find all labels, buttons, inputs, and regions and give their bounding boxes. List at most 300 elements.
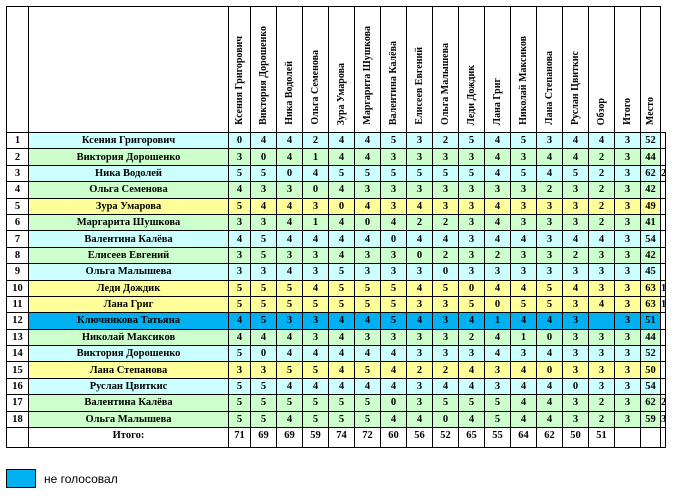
table-row bbox=[7, 133, 666, 149]
score-cell: 5 bbox=[329, 264, 355, 280]
score-cell: 3 bbox=[563, 346, 589, 362]
score-cell: 2 bbox=[303, 133, 329, 149]
table-row bbox=[7, 346, 666, 362]
score-cell: 3 bbox=[615, 182, 641, 198]
row-name: Ольга Малышева bbox=[29, 264, 229, 280]
row-number: 4 bbox=[7, 182, 29, 198]
score-cell: 4 bbox=[329, 182, 355, 198]
column-header bbox=[329, 7, 355, 133]
score-cell: 3 bbox=[355, 247, 381, 263]
table-row bbox=[7, 411, 666, 427]
table-row bbox=[7, 149, 666, 165]
column-total: 69 bbox=[277, 428, 303, 448]
row-place bbox=[661, 247, 666, 263]
score-cell: 2 bbox=[589, 411, 615, 427]
row-total: 41 bbox=[641, 214, 661, 230]
score-cell: 1 bbox=[303, 149, 329, 165]
score-cell: 3 bbox=[433, 182, 459, 198]
row-number: 15 bbox=[7, 362, 29, 378]
column-header bbox=[433, 7, 459, 133]
column-header-label: Леди Дождик bbox=[466, 64, 477, 125]
column-header-label: Ксения Григорович bbox=[234, 36, 245, 125]
score-cell: 5 bbox=[537, 280, 563, 296]
score-cell: 4 bbox=[485, 165, 511, 181]
score-cell: 3 bbox=[459, 264, 485, 280]
score-cell: 3 bbox=[537, 231, 563, 247]
score-cell: 4 bbox=[407, 198, 433, 214]
score-cell: 5 bbox=[381, 313, 407, 329]
row-name: Ольга Семенова bbox=[29, 182, 229, 198]
score-cell: 4 bbox=[459, 362, 485, 378]
score-cell: 3 bbox=[251, 362, 277, 378]
score-cell: 5 bbox=[537, 296, 563, 312]
score-cell: 4 bbox=[485, 231, 511, 247]
score-cell: 0 bbox=[277, 165, 303, 181]
score-cell: 4 bbox=[459, 313, 485, 329]
column-header-label: Виктория Дорошенко bbox=[258, 26, 269, 125]
score-cell: 4 bbox=[277, 411, 303, 427]
score-cell: 4 bbox=[511, 395, 537, 411]
score-cell: 5 bbox=[563, 165, 589, 181]
score-cell: 5 bbox=[251, 231, 277, 247]
row-name: Валентина Калёва bbox=[29, 395, 229, 411]
score-cell: 2 bbox=[459, 329, 485, 345]
corner-cell bbox=[7, 7, 29, 133]
column-header bbox=[459, 7, 485, 133]
score-cell: 5 bbox=[251, 395, 277, 411]
row-name: Леди Дождик bbox=[29, 280, 229, 296]
score-cell: 4 bbox=[329, 133, 355, 149]
row-number: 18 bbox=[7, 411, 29, 427]
score-cell: 0 bbox=[459, 280, 485, 296]
score-cell: 5 bbox=[251, 378, 277, 394]
score-cell: 4 bbox=[589, 296, 615, 312]
score-cell: 2 bbox=[537, 182, 563, 198]
score-cell: 3 bbox=[485, 378, 511, 394]
score-cell: 5 bbox=[229, 346, 251, 362]
score-cell: 3 bbox=[511, 198, 537, 214]
score-cell: 3 bbox=[229, 247, 251, 263]
column-header-label: Ольга Малышева bbox=[440, 43, 451, 125]
score-cell: 4 bbox=[355, 133, 381, 149]
score-cell: 3 bbox=[303, 329, 329, 345]
score-cell: 3 bbox=[511, 346, 537, 362]
row-place bbox=[661, 264, 666, 280]
score-cell: 3 bbox=[537, 198, 563, 214]
totals-blank bbox=[661, 428, 666, 448]
score-cell: 5 bbox=[355, 395, 381, 411]
score-cell: 5 bbox=[229, 165, 251, 181]
score-cell: 3 bbox=[563, 329, 589, 345]
row-number: 2 bbox=[7, 149, 29, 165]
score-cell: 4 bbox=[355, 313, 381, 329]
score-cell: 5 bbox=[511, 296, 537, 312]
score-cell: 3 bbox=[589, 362, 615, 378]
table-row bbox=[7, 198, 666, 214]
score-cell: 4 bbox=[381, 214, 407, 230]
score-cell: 4 bbox=[277, 133, 303, 149]
column-header-label: Елисеев Евгений bbox=[414, 47, 425, 125]
score-cell: 3 bbox=[459, 182, 485, 198]
score-cell: 4 bbox=[563, 280, 589, 296]
score-cell: 4 bbox=[303, 280, 329, 296]
row-number: 7 bbox=[7, 231, 29, 247]
column-header bbox=[563, 7, 589, 133]
score-cell: 5 bbox=[381, 296, 407, 312]
score-cell: 3 bbox=[381, 264, 407, 280]
score-cell: 5 bbox=[511, 165, 537, 181]
score-cell: 5 bbox=[407, 165, 433, 181]
row-name: Валентина Калёва bbox=[29, 231, 229, 247]
score-cell: 3 bbox=[407, 133, 433, 149]
score-cell: 5 bbox=[303, 395, 329, 411]
score-cell: 3 bbox=[615, 214, 641, 230]
row-place bbox=[661, 231, 666, 247]
score-cell: 3 bbox=[229, 214, 251, 230]
score-cell: 2 bbox=[563, 247, 589, 263]
row-name: Николай Максиков bbox=[29, 329, 229, 345]
row-number: 8 bbox=[7, 247, 29, 263]
column-header-label: Зура Умарова bbox=[336, 62, 347, 125]
score-cell: 4 bbox=[251, 133, 277, 149]
score-cell: 4 bbox=[511, 362, 537, 378]
row-place: 1 bbox=[661, 280, 666, 296]
score-cell: 2 bbox=[589, 182, 615, 198]
score-cell: 4 bbox=[537, 313, 563, 329]
score-cell: 3 bbox=[615, 362, 641, 378]
score-cell: 3 bbox=[563, 214, 589, 230]
column-total: 52 bbox=[433, 428, 459, 448]
score-cell: 3 bbox=[511, 247, 537, 263]
score-cell: 4 bbox=[433, 378, 459, 394]
table-row bbox=[7, 247, 666, 263]
score-cell: 4 bbox=[277, 231, 303, 247]
row-place: 3 bbox=[661, 411, 666, 427]
row-total: 52 bbox=[641, 346, 661, 362]
score-cell: 2 bbox=[589, 395, 615, 411]
score-cell: 4 bbox=[303, 165, 329, 181]
score-cell: 4 bbox=[563, 231, 589, 247]
score-cell: 4 bbox=[537, 395, 563, 411]
score-cell: 4 bbox=[433, 231, 459, 247]
score-cell bbox=[589, 313, 615, 329]
score-cell: 3 bbox=[589, 280, 615, 296]
score-cell: 4 bbox=[277, 149, 303, 165]
score-cell: 3 bbox=[537, 247, 563, 263]
score-cell: 5 bbox=[251, 165, 277, 181]
row-name: Маргарита Шушкова bbox=[29, 214, 229, 230]
column-header bbox=[407, 7, 433, 133]
row-number: 3 bbox=[7, 165, 29, 181]
score-cell: 3 bbox=[615, 165, 641, 181]
column-header-label: Лана Степанова bbox=[544, 51, 555, 125]
score-cell: 5 bbox=[277, 395, 303, 411]
table-header bbox=[7, 7, 666, 133]
score-cell: 3 bbox=[563, 411, 589, 427]
score-cell: 4 bbox=[537, 165, 563, 181]
row-place: 2 bbox=[661, 395, 666, 411]
column-total: 59 bbox=[303, 428, 329, 448]
score-cell: 3 bbox=[615, 133, 641, 149]
score-cell: 4 bbox=[589, 231, 615, 247]
score-cell: 3 bbox=[433, 198, 459, 214]
score-cell: 3 bbox=[459, 198, 485, 214]
score-cell: 3 bbox=[381, 198, 407, 214]
score-cell: 3 bbox=[407, 395, 433, 411]
score-cell: 3 bbox=[407, 296, 433, 312]
totals-label: Итого: bbox=[29, 428, 229, 448]
score-cell: 3 bbox=[615, 198, 641, 214]
row-total: 44 bbox=[641, 329, 661, 345]
score-cell: 5 bbox=[251, 247, 277, 263]
score-cell: 0 bbox=[537, 362, 563, 378]
score-cell: 4 bbox=[277, 264, 303, 280]
score-cell: 5 bbox=[355, 165, 381, 181]
column-header bbox=[537, 7, 563, 133]
score-cell: 3 bbox=[277, 247, 303, 263]
score-cell: 4 bbox=[251, 198, 277, 214]
score-cell: 3 bbox=[589, 346, 615, 362]
score-cell: 3 bbox=[407, 329, 433, 345]
score-cell: 3 bbox=[251, 264, 277, 280]
row-number: 10 bbox=[7, 280, 29, 296]
score-cell: 5 bbox=[329, 165, 355, 181]
score-cell: 4 bbox=[229, 182, 251, 198]
column-total: 64 bbox=[511, 428, 537, 448]
row-total: 54 bbox=[641, 231, 661, 247]
row-name: Ключникова Татьяна bbox=[29, 313, 229, 329]
score-cell: 4 bbox=[407, 280, 433, 296]
score-cell: 3 bbox=[229, 149, 251, 165]
legend-swatch bbox=[6, 469, 36, 488]
score-cell: 3 bbox=[589, 264, 615, 280]
score-cell: 3 bbox=[459, 247, 485, 263]
score-cell: 5 bbox=[229, 411, 251, 427]
score-cell: 4 bbox=[329, 313, 355, 329]
table-row bbox=[7, 214, 666, 230]
score-cell: 4 bbox=[407, 231, 433, 247]
score-cell: 4 bbox=[277, 329, 303, 345]
row-number: 6 bbox=[7, 214, 29, 230]
column-header-label: Ольга Семенова bbox=[310, 50, 321, 125]
score-cell: 4 bbox=[511, 231, 537, 247]
score-cell: 3 bbox=[589, 378, 615, 394]
column-total: 60 bbox=[381, 428, 407, 448]
score-cell: 3 bbox=[381, 149, 407, 165]
score-cell: 3 bbox=[563, 296, 589, 312]
score-cell: 4 bbox=[355, 346, 381, 362]
row-total: 45 bbox=[641, 264, 661, 280]
score-cell: 4 bbox=[329, 231, 355, 247]
score-cell: 4 bbox=[381, 362, 407, 378]
row-place bbox=[661, 329, 666, 345]
table-row bbox=[7, 395, 666, 411]
row-total: 52 bbox=[641, 133, 661, 149]
score-cell: 5 bbox=[303, 411, 329, 427]
table-row bbox=[7, 378, 666, 394]
score-cell: 5 bbox=[277, 362, 303, 378]
column-header-label: Руслан Цвиткис bbox=[570, 51, 581, 125]
legend bbox=[6, 469, 118, 488]
score-cell: 3 bbox=[485, 264, 511, 280]
score-cell: 5 bbox=[229, 378, 251, 394]
score-cell: 3 bbox=[511, 182, 537, 198]
score-cell: 4 bbox=[459, 378, 485, 394]
score-cell: 5 bbox=[229, 280, 251, 296]
score-cell: 3 bbox=[433, 296, 459, 312]
row-place bbox=[661, 182, 666, 198]
score-cell: 4 bbox=[329, 346, 355, 362]
column-header-label: Обзор bbox=[596, 97, 607, 125]
row-number: 5 bbox=[7, 198, 29, 214]
score-cell: 3 bbox=[615, 313, 641, 329]
score-cell: 3 bbox=[563, 395, 589, 411]
score-cell: 3 bbox=[355, 182, 381, 198]
score-cell: 3 bbox=[251, 214, 277, 230]
table-row bbox=[7, 231, 666, 247]
score-cell: 3 bbox=[615, 346, 641, 362]
score-cell: 2 bbox=[589, 165, 615, 181]
score-cell: 5 bbox=[381, 280, 407, 296]
row-total: 51 bbox=[641, 313, 661, 329]
totals-blank bbox=[615, 428, 641, 448]
score-cell: 4 bbox=[511, 313, 537, 329]
score-cell: 3 bbox=[433, 149, 459, 165]
score-cell: 3 bbox=[407, 182, 433, 198]
score-cell: 3 bbox=[615, 231, 641, 247]
score-cell: 5 bbox=[329, 411, 355, 427]
row-total: 42 bbox=[641, 247, 661, 263]
score-cell: 5 bbox=[459, 296, 485, 312]
score-cell: 5 bbox=[485, 395, 511, 411]
score-cell: 3 bbox=[511, 149, 537, 165]
score-cell: 3 bbox=[381, 247, 407, 263]
score-cell: 5 bbox=[355, 362, 381, 378]
column-total: 50 bbox=[563, 428, 589, 448]
score-cell: 4 bbox=[277, 198, 303, 214]
score-cell: 4 bbox=[537, 411, 563, 427]
row-number: 11 bbox=[7, 296, 29, 312]
score-cell: 5 bbox=[459, 165, 485, 181]
score-cell: 3 bbox=[407, 149, 433, 165]
row-place: 1 bbox=[661, 296, 666, 312]
score-cell: 5 bbox=[355, 296, 381, 312]
score-cell: 5 bbox=[355, 280, 381, 296]
column-header bbox=[303, 7, 329, 133]
score-cell: 4 bbox=[407, 313, 433, 329]
score-cell: 3 bbox=[381, 329, 407, 345]
row-total: 59 bbox=[641, 411, 661, 427]
column-total: 62 bbox=[537, 428, 563, 448]
column-header-label: Ника Водолей bbox=[284, 61, 295, 125]
totals-blank bbox=[7, 428, 29, 448]
score-cell: 3 bbox=[615, 411, 641, 427]
score-cell: 4 bbox=[277, 214, 303, 230]
score-cell: 0 bbox=[381, 395, 407, 411]
score-cell: 3 bbox=[563, 182, 589, 198]
score-cell: 2 bbox=[589, 214, 615, 230]
column-total: 55 bbox=[485, 428, 511, 448]
row-total: 62 bbox=[641, 165, 661, 181]
score-cell: 5 bbox=[381, 165, 407, 181]
table-row bbox=[7, 313, 666, 329]
score-cell: 4 bbox=[355, 378, 381, 394]
score-cell: 3 bbox=[459, 149, 485, 165]
score-cell: 4 bbox=[485, 149, 511, 165]
score-cell: 4 bbox=[381, 346, 407, 362]
score-cell: 3 bbox=[511, 214, 537, 230]
score-cell: 4 bbox=[381, 378, 407, 394]
score-cell: 4 bbox=[537, 346, 563, 362]
score-cell: 4 bbox=[277, 378, 303, 394]
score-cell: 3 bbox=[407, 346, 433, 362]
score-cell: 4 bbox=[485, 280, 511, 296]
row-name: Виктория Дорошенко bbox=[29, 149, 229, 165]
score-cell: 5 bbox=[329, 296, 355, 312]
score-cell: 2 bbox=[485, 247, 511, 263]
score-cell: 4 bbox=[303, 346, 329, 362]
column-header bbox=[229, 7, 251, 133]
score-cell: 4 bbox=[563, 133, 589, 149]
row-name: Зура Умарова bbox=[29, 198, 229, 214]
row-name: Виктория Дорошенко bbox=[29, 346, 229, 362]
row-number: 1 bbox=[7, 133, 29, 149]
score-cell: 5 bbox=[329, 395, 355, 411]
score-cell: 3 bbox=[615, 329, 641, 345]
score-cell: 4 bbox=[485, 346, 511, 362]
score-cell: 3 bbox=[277, 182, 303, 198]
score-cell: 5 bbox=[229, 198, 251, 214]
row-total: 63 bbox=[641, 296, 661, 312]
table-row bbox=[7, 264, 666, 280]
score-cell: 2 bbox=[407, 214, 433, 230]
score-cell: 5 bbox=[485, 411, 511, 427]
score-cell: 4 bbox=[485, 133, 511, 149]
score-cell: 3 bbox=[537, 264, 563, 280]
score-cell: 4 bbox=[329, 378, 355, 394]
score-cell: 3 bbox=[433, 313, 459, 329]
score-cell: 3 bbox=[615, 395, 641, 411]
score-cell: 4 bbox=[229, 313, 251, 329]
column-header-label: Николай Максиков bbox=[518, 36, 529, 125]
row-total: 50 bbox=[641, 362, 661, 378]
row-place bbox=[661, 313, 666, 329]
score-cell: 0 bbox=[433, 411, 459, 427]
table-row bbox=[7, 280, 666, 296]
score-cell: 0 bbox=[485, 296, 511, 312]
score-cell: 4 bbox=[355, 198, 381, 214]
column-total: 72 bbox=[355, 428, 381, 448]
score-cell: 3 bbox=[589, 329, 615, 345]
score-cell: 4 bbox=[589, 133, 615, 149]
score-cell: 3 bbox=[615, 280, 641, 296]
score-cell: 3 bbox=[563, 264, 589, 280]
row-total: 42 bbox=[641, 182, 661, 198]
column-header bbox=[589, 7, 615, 133]
score-cell: 3 bbox=[537, 214, 563, 230]
score-cell: 3 bbox=[537, 133, 563, 149]
score-cell: 0 bbox=[537, 329, 563, 345]
score-cell: 4 bbox=[537, 149, 563, 165]
score-cell: 4 bbox=[485, 214, 511, 230]
score-cell: 4 bbox=[251, 329, 277, 345]
column-header bbox=[485, 7, 511, 133]
row-number: 16 bbox=[7, 378, 29, 394]
score-cell: 5 bbox=[251, 296, 277, 312]
row-name: Ольга Малышева bbox=[29, 411, 229, 427]
score-cell: 3 bbox=[229, 362, 251, 378]
row-place: 2 bbox=[661, 165, 666, 181]
